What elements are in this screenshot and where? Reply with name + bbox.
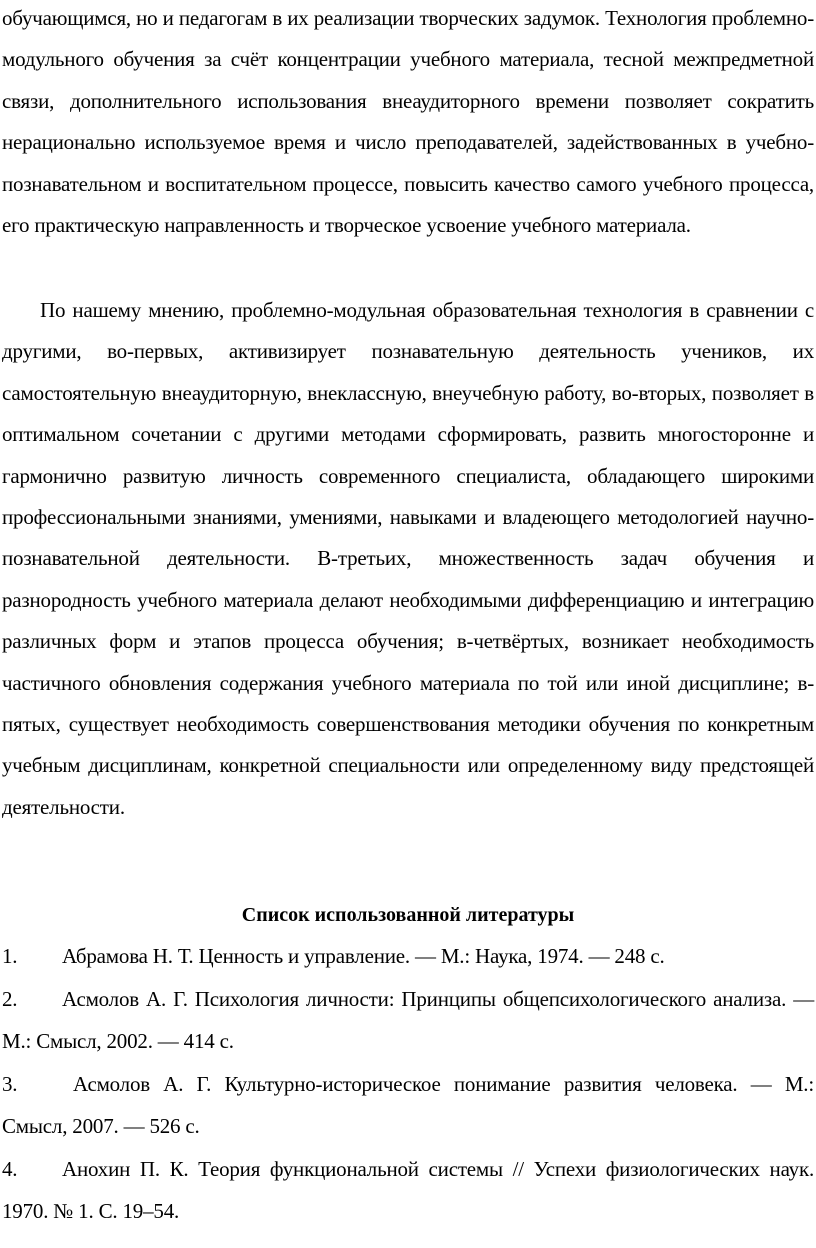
reference-text: Асмолов А. Г. Психология личности: Принципы общепсихологического анализа. — М.: Смысл, 2002. — 414 с. <box>2 986 814 1053</box>
reference-text: Анохин П. К. Теория функциональной системы // Успехи физиологических наук. 1970. № 1. С. 19–54. <box>2 1156 814 1223</box>
reference-text: Абрамова Н. Т. Ценность и управление. — М.: Наука, 1974. — 248 с. <box>62 944 665 968</box>
body-paragraph: обучающимся, но и педагогам в их реализации творческих задумок. Технология проблемно-модульного обучения за счёт концентрации учебного материала, тесной межпредметной связи, дополнительного использования внеаудиторного времени позволяет сократить нерационально используемое время и число преподавателей, задействованных в учебно-познавательном и воспитательном процессе, повысить качество самого учебного процесса, его практическую направленность и творческое усвоение учебного материала. <box>2 6 814 238</box>
reference-number: 1. <box>2 944 18 968</box>
reference-item <box>2 978 814 1063</box>
references-title: Список использованной литературы <box>241 904 575 926</box>
references-list <box>2 935 814 1233</box>
reference-text: Асмолов А. Г. Культурно-историческое понимание развития человека. — М.: Смысл, 2007. — 526 с. <box>2 1071 814 1138</box>
reference-number: 4. <box>2 1156 18 1181</box>
reference-number: 3. <box>2 1071 18 1096</box>
body-paragraph: По нашему мнению, проблемно-модульная образовательная технология в сравнении с другими, во-первых, активизирует познавательную деятельность учеников, их самостоятельную внеаудиторную, внеклассную, внеучебную работу, во-вторых, позволяет в оптимальном сочетании с другими методами сформировать, развить многосторонне и гармонично развитую личность современного специалиста, обладающего широкими профессиональными знаниями, умениями, навыками и владеющего методологией научно-познавательной деятельности. В-третьих, множественность задач обучения и разнородность учебного материала делают необходимыми дифференциацию и интеграцию различных форм и этапов процесса обучения; в-четвёртых, возникает необходимость частичного обновления содержания учебного материала по той или иной дисциплине; в-пятых, существует необходимость совершенствования методики обучения по конкретным учебным дисциплинам, конкретной специальности или определенному виду предстоящей деятельности. <box>2 298 814 819</box>
reference-item <box>2 935 814 978</box>
reference-number: 2. <box>2 986 18 1011</box>
reference-item <box>2 1063 814 1148</box>
reference-item <box>2 1148 814 1233</box>
